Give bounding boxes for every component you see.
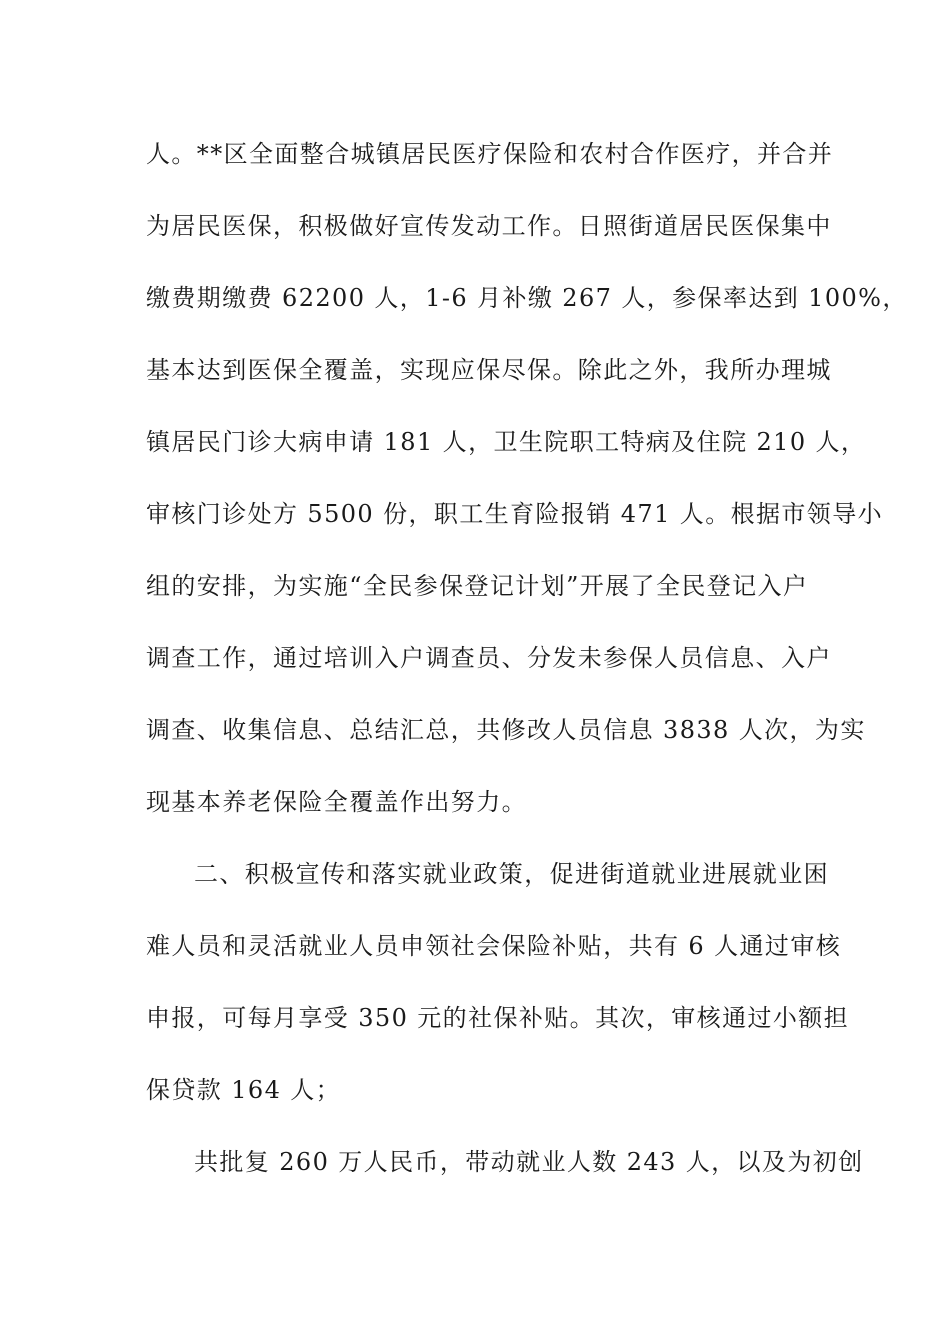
text-line-11: 二、积极宣传和落实就业政策，促进街道就业进展就业困: [194, 860, 829, 888]
text-line-4: 基本达到医保全覆盖，实现应保尽保。除此之外，我所办理城: [146, 356, 832, 384]
text-line-1: 人。**区全面整合城镇居民医疗保险和农村合作医疗，并合并: [146, 140, 834, 168]
text-line-12: 难人员和灵活就业人员申领社会保险补贴，共有 6 人通过审核: [146, 932, 842, 960]
text-line-6: 审核门诊处方 5500 份，职工生育险报销 471 人。根据市领导小: [146, 500, 884, 528]
text-line-7: 组的安排，为实施“全民参保登记计划”开展了全民登记入户: [146, 572, 809, 600]
text-line-14: 保贷款 164 人；: [146, 1076, 342, 1104]
text-line-13: 申报，可每月享受 350 元的社保补贴。其次，审核通过小额担: [146, 1004, 850, 1032]
text-line-3: 缴费期缴费 62200 人，1-6 月补缴 267 人，参保率达到 100%，: [146, 284, 908, 312]
text-line-2: 为居民医保，积极做好宣传发动工作。日照街道居民医保集中: [146, 212, 832, 240]
text-line-5: 镇居民门诊大病申请 181 人，卫生院职工特病及住院 210 人，: [146, 428, 867, 456]
text-line-8: 调查工作，通过培训入户调查员、分发未参保人员信息、入户: [146, 644, 832, 672]
text-line-10: 现基本养老保险全覆盖作出努力。: [146, 788, 527, 816]
text-line-15: 共批复 260 万人民币，带动就业人数 243 人，以及为初创: [194, 1148, 864, 1176]
text-line-9: 调查、收集信息、总结汇总，共修改人员信息 3838 人次，为实: [146, 716, 866, 744]
